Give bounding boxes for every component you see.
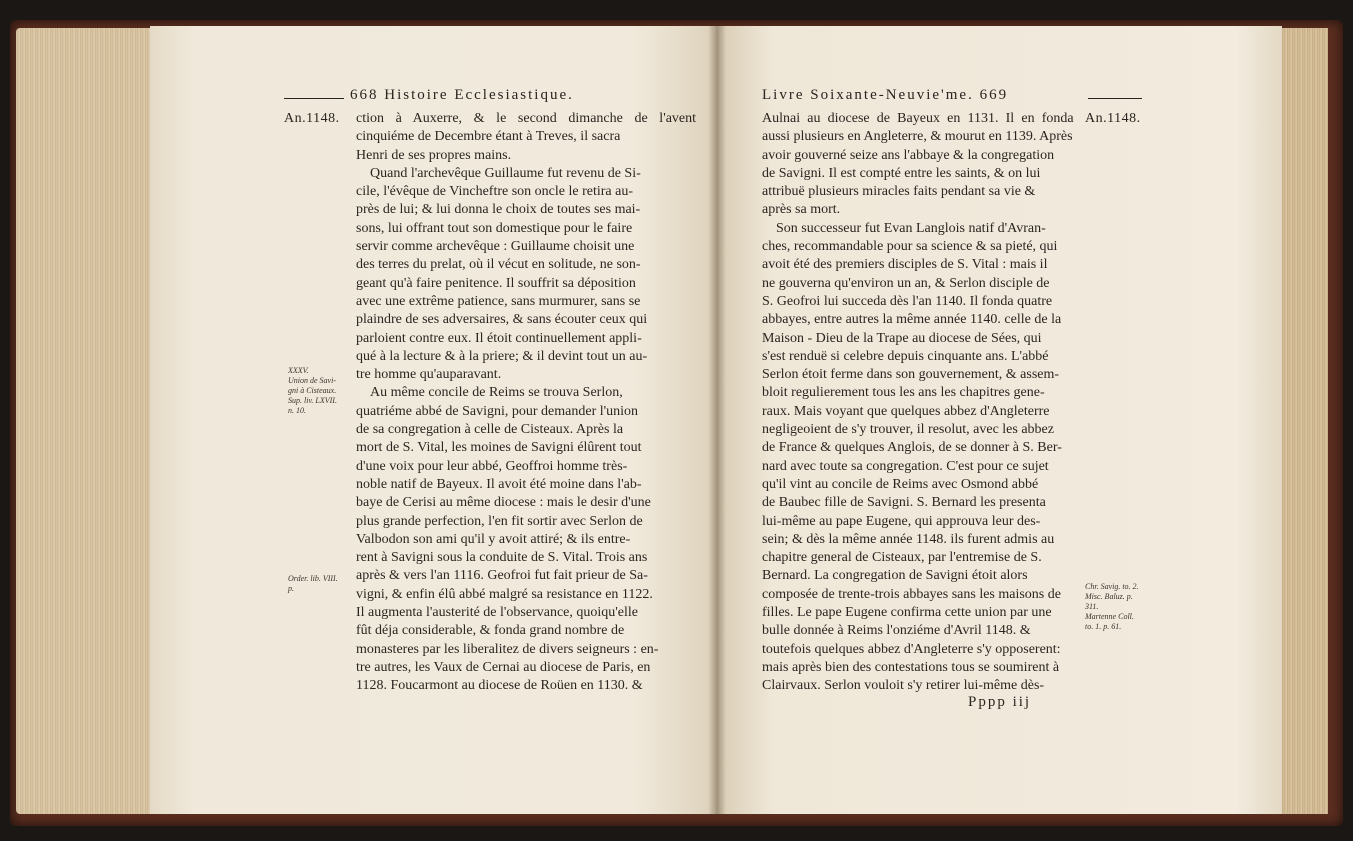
text-line: attribuë plusieurs miracles faits pendant sa vie & — [762, 184, 1036, 200]
note-line: Union de Savi- — [288, 376, 336, 385]
text-line: cinquiéme de Decembre étant à Treves, il sacra — [356, 129, 621, 145]
text-line: baye de Cerisi au même diocese : mais le desir d'une — [356, 495, 651, 511]
text-line: lui-même au pape Eugene, qui approuva leur des- — [762, 513, 1041, 529]
left-head-rule — [284, 98, 344, 99]
text-line: Quand l'archevêque Guillaume fut revenu de Si- — [370, 165, 641, 181]
text-line: toutefois quelques abbez d'Angleterre s'y opposerent: — [762, 641, 1061, 657]
note-line: p. — [288, 584, 294, 593]
text-line: qué à la lecture & à la priere; & il devint tout un au- — [356, 348, 648, 364]
text-line: abbayes, entre autres la même année 1140. celle de la — [762, 312, 1062, 328]
text-line: bulle donnée à Reims l'onziéme d'Avril 1148. & — [762, 623, 1031, 639]
text-line: aussi plusieurs en Angleterre, & mourut en 1139. Après — [762, 129, 1073, 145]
text-line: mais après bien des contestations tous se soumirent à — [762, 659, 1060, 675]
text-line: sons, lui offrant tout son domestique pour le faire — [356, 220, 633, 236]
text-line: Il augmenta l'austerité de l'observance, quoiqu'elle — [356, 605, 639, 621]
text-line: cile, l'évêque de Vincheftre son oncle le retira au- — [356, 184, 634, 200]
text-line: de Baubec fille de Savigni. S. Bernard les presenta — [762, 495, 1046, 511]
right-head-rule — [1088, 98, 1142, 99]
right-year-margin: An.1148. — [1085, 111, 1141, 126]
text-line: Au même concile de Reims se trouva Serlon, — [370, 385, 623, 401]
right-running-head: Livre Soixante-Neuvie'me. 669 — [762, 87, 1009, 103]
text-line: chapitre general de Cisteaux, par l'entremise de S. — [762, 550, 1042, 566]
text-line: ction à Auxerre, & le second dimanche de l'avent — [356, 111, 697, 126]
text-line: composée de trente-trois abbayes sans les maisons de — [762, 586, 1061, 602]
text-line: bloit regulierement tous les ans les chapitres gene- — [762, 385, 1045, 401]
text-line: filles. Le pape Eugene confirma cette union par une — [762, 605, 1052, 621]
text-line: Clairvaux. Serlon vouloit s'y retirer lui-même dès- — [762, 678, 1045, 694]
text-line: après & vers l'an 1116. Geofroi fut fait prieur de Sa- — [356, 568, 648, 584]
text-line: parloient contre eux. Il étoit continuellement appli- — [356, 330, 642, 346]
page-edges-left — [16, 28, 162, 814]
note-line: XXXV. — [288, 366, 309, 375]
text-line: tre homme qu'auparavant. — [356, 367, 502, 383]
left-year-margin: An.1148. — [284, 111, 340, 126]
text-line: 1128. Foucarmont au diocese de Roüen en 1130. & — [356, 678, 643, 694]
page-edges-right — [1278, 28, 1328, 814]
text-line: plus grande perfection, l'en fit sortir avec Serlon de — [356, 513, 643, 529]
right-body-text — [762, 110, 1074, 696]
text-line: nard avec toute sa congregation. C'est pour ce sujet — [762, 458, 1049, 474]
left-margin-note-order — [288, 574, 338, 594]
page-signature: Pppp iij — [968, 694, 1032, 710]
text-line: de sa congregation à celle de Cisteaux. Après la — [356, 422, 624, 438]
text-line: Aulnai au diocese de Bayeux en 1131. Il en fonda — [762, 111, 1074, 126]
text-line: qu'il vint au concile de Reims avec Osmond abbé — [762, 476, 1039, 492]
note-line: Order. lib. VIII. — [288, 574, 338, 583]
text-line: avec une extrême patience, sans murmurer, sans se — [356, 293, 641, 309]
text-line: plaindre de ses adversaires, & sans écouter ceux qui — [356, 312, 648, 328]
text-line: des terres du prelat, où il vécut en solitude, ne son- — [356, 257, 641, 273]
text-line: avoir gouverné seize ans l'abbaye & la congregation — [762, 147, 1055, 163]
text-line: raux. Mais voyant que quelques abbez d'Angleterre — [762, 403, 1050, 419]
text-line: negligeoient de s'y trouver, il resolut, avec les abbez — [762, 422, 1054, 438]
text-line: noble natif de Bayeux. Il avoit été moine dans l'ab- — [356, 476, 642, 492]
text-line: S. Geofroi lui succeda dès l'an 1140. Il fonda quatre — [762, 293, 1053, 309]
text-line: vigni, & enfin élû abbé malgré sa resistance en 1122. — [356, 586, 653, 602]
note-line: 311. — [1085, 602, 1099, 611]
text-line: de France & quelques Anglois, de se donner à S. Ber- — [762, 440, 1062, 456]
text-line: d'une voix pour leur abbé, Geoffroi homme très- — [356, 458, 628, 474]
text-line: s'est renduë si celebre depuis cinquante ans. L'abbé — [762, 348, 1049, 364]
text-line: Maison - Dieu de la Trape au diocese de Sées, qui — [762, 330, 1042, 346]
note-line: Misc. Baluz. p. — [1085, 592, 1133, 601]
text-line: quatriéme abbé de Savigni, pour demander l'union — [356, 403, 639, 419]
note-line: Sup. liv. LXVII. — [288, 396, 337, 405]
text-line: après sa mort. — [762, 202, 841, 218]
note-line: n. 10. — [288, 406, 306, 415]
text-line: Valbodon son ami qu'il y avoit attiré; & ils entre- — [356, 531, 631, 547]
note-line: gni à Cisteaux. — [288, 386, 337, 395]
left-margin-note-union — [288, 366, 337, 416]
text-line: Serlon étoit ferme dans son gouvernement, & assem- — [762, 367, 1060, 383]
left-running-head: 668 Histoire Ecclesiastique. — [350, 87, 574, 103]
text-line: tre autres, les Vaux de Cernai au diocese de Paris, en — [356, 659, 651, 675]
text-line: ches, recommandable pour sa science & sa pieté, qui — [762, 239, 1058, 255]
text-line: Son successeur fut Evan Langlois natif d'Avran- — [776, 220, 1046, 236]
text-line: Henri de ses propres mains. — [356, 147, 512, 163]
book-gutter — [708, 26, 726, 814]
text-line: avoit été des premiers disciples de S. Vital : mais il — [762, 257, 1048, 273]
text-line: ne gouverna qu'environ un an, & Serlon disciple de — [762, 275, 1050, 291]
right-margin-note-chronicle — [1085, 582, 1139, 632]
text-line: sein; & dès la même année 1148. ils furent admis au — [762, 531, 1055, 547]
text-line: servir comme archevêque : Guillaume choisit une — [356, 239, 635, 255]
note-line: Chr. Savig. to. 2. — [1085, 582, 1139, 591]
note-line: to. 1. p. 61. — [1085, 622, 1122, 631]
text-line: fût déja considerable, & fonda grand nombre de — [356, 623, 625, 639]
text-line: monasteres par les liberalitez de divers seigneurs : en- — [356, 641, 659, 657]
text-line: geant qu'à faire penitence. Il souffrit sa déposition — [356, 275, 636, 291]
text-line: Bernard. La congregation de Savigni étoit alors — [762, 568, 1028, 584]
text-line: près de lui; & lui donna le choix de toutes ses mai- — [356, 202, 641, 218]
text-line: mort de S. Vital, les moines de Savigni élûrent tout — [356, 440, 642, 456]
text-line: rent à Savigni sous la conduite de S. Vital. Trois ans — [356, 550, 648, 566]
text-line: de Savigni. Il est compté entre les saints, & on lui — [762, 165, 1041, 181]
left-body-text — [356, 110, 696, 696]
note-line: Martenne Coll. — [1085, 612, 1134, 621]
